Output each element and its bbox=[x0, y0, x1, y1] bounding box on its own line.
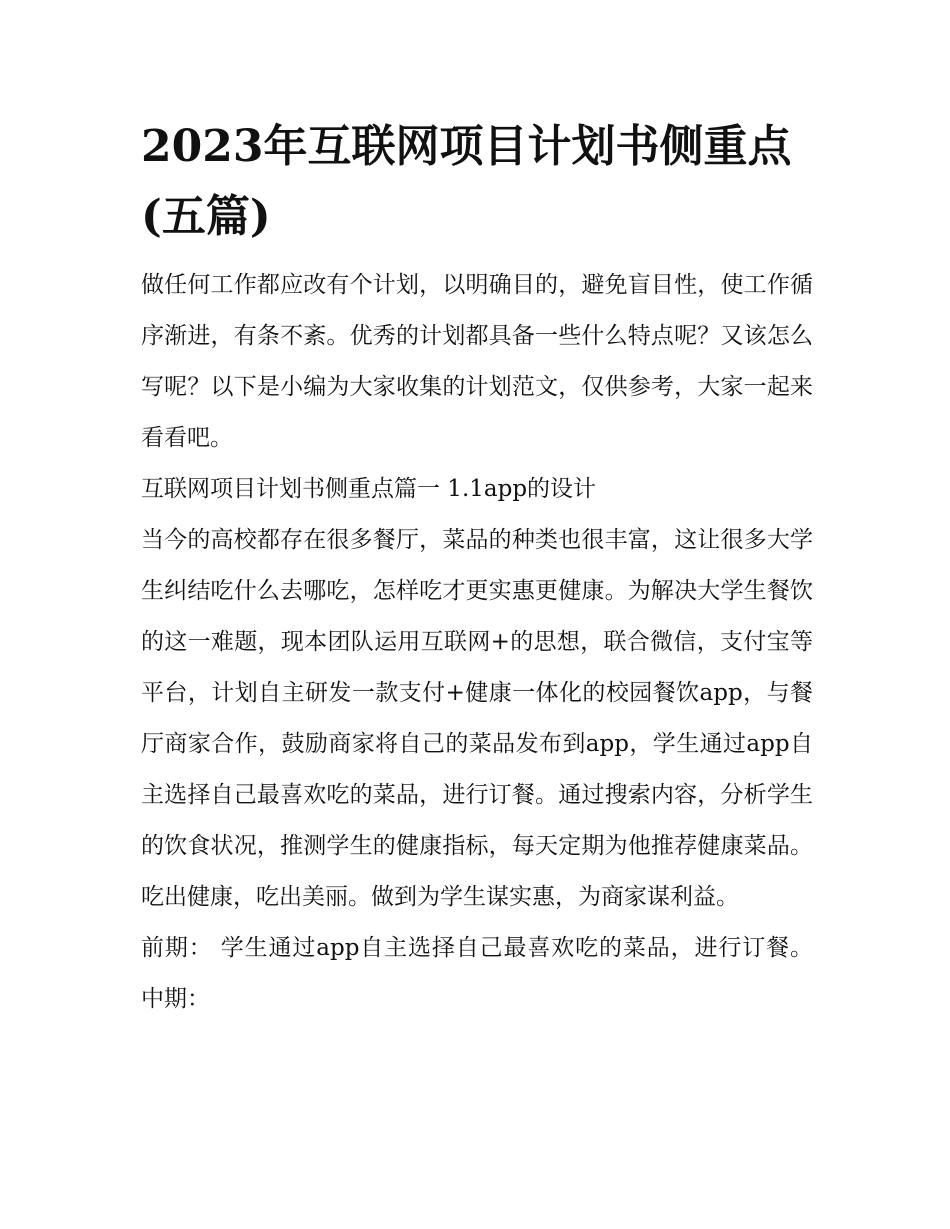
phase-paragraph: 前期： 学生通过app自主选择自己最喜欢吃的菜品，进行订餐。 中期： bbox=[141, 935, 813, 1012]
body-paragraph: 当今的高校都存在很多餐厅，菜品的种类也很丰富，这让很多大学生纠结吃什么去哪吃，怎样吃才更实惠更健康。为解决大学生餐饮的这一难题，现本团队运用互联网+的思想，联合微信，支付宝等平台，计划自主研发一款支付+健康一体化的校园餐饮app，与餐厅商家合作，鼓励商家将自己的菜品发布到app，学生通过app自主选择自己最喜欢吃的菜品，进行订餐。通过搜索内容，分析学生的饮食状况，推测学生的健康指标，每天定期为他推荐健康菜品。吃出健康，吃出美丽。做到为学生谋实惠，为商家谋利益。 bbox=[141, 527, 813, 910]
intro-paragraph: 做任何工作都应改有个计划，以明确目的，避免盲目性，使工作循序渐进，有条不紊。优秀的计划都具备一些什么特点呢？又该怎么写呢？以下是小编为大家收集的计划范文，仅供参考，大家一起来看看吧。 bbox=[141, 272, 813, 451]
section-heading: 互联网项目计划书侧重点篇一 1.1app的设计 bbox=[141, 476, 597, 502]
document-title: 2023年互联网项目计划书侧重点(五篇) bbox=[141, 121, 792, 242]
document-page bbox=[141, 112, 813, 1025]
